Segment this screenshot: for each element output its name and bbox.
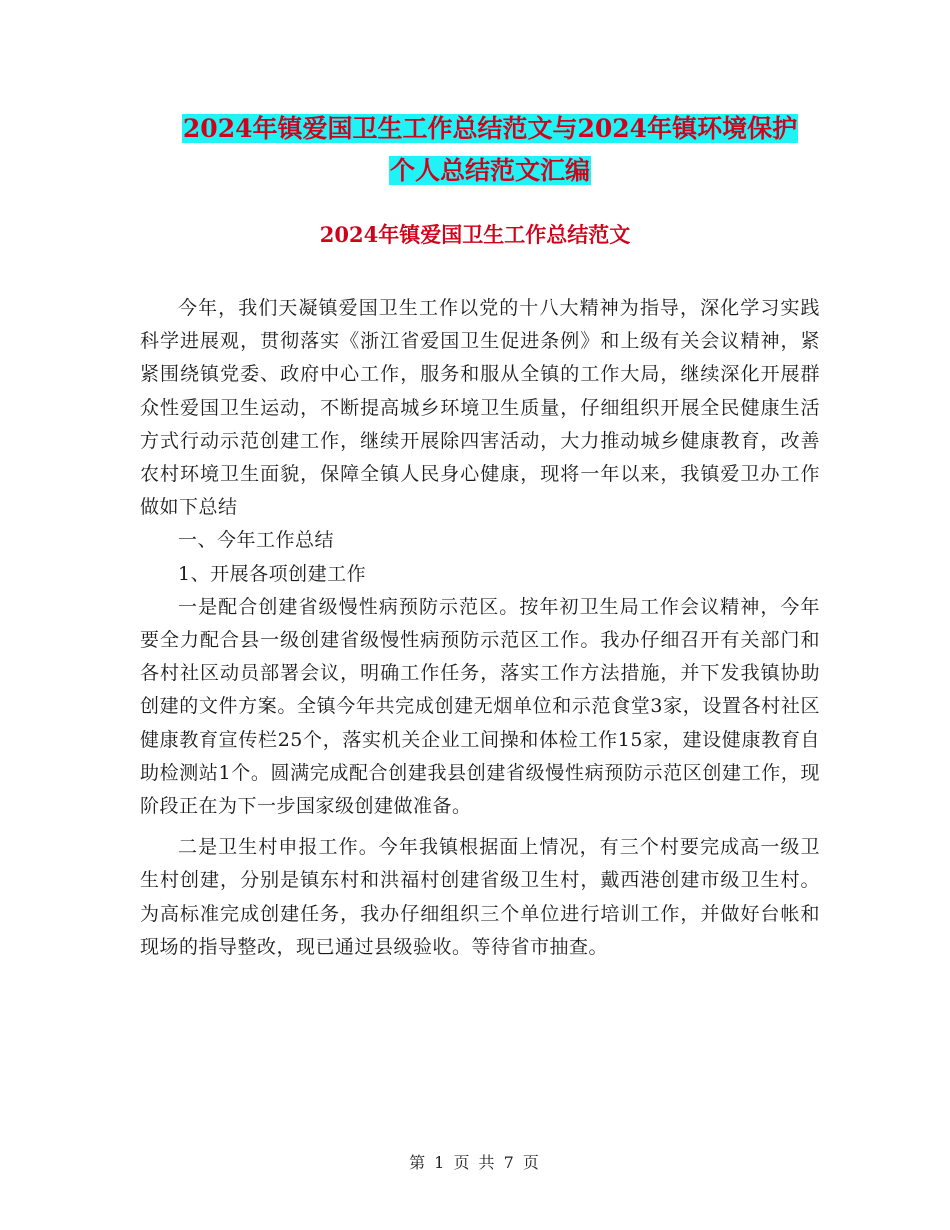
paragraph-heading-1: 一、今年工作总结 — [178, 529, 335, 552]
page-footer: 第 1 页 共 7 页 — [409, 1153, 541, 1172]
title-line-2: 个人总结范文汇编 — [389, 156, 590, 185]
title-line-1: 2024年镇爱国卫生工作总结范文与2024年镇环境保护 — [182, 114, 798, 143]
body-text — [140, 292, 820, 964]
paragraph-intro: 今年，我们天凝镇爱国卫生工作以党的十八大精神为指导，深化学习实践科学进展观，贯彻落实《浙江省爱国卫生促进条例》和上级有关会议精神，紧紧围绕镇党委、政府中心工作，服务和服从全镇的工作大局，继续深化开展群众性爱国卫生运动，不断提高城乡环境卫生质量，仔细组织开展全民健康生活方式行动示范创建工作，继续开展除四害活动，大力推动城乡健康教育，改善农村环境卫生面貌，保障全镇人民身心健康，现将一年以来，我镇爱卫办工作做如下总结 — [140, 297, 820, 519]
document-title — [140, 108, 840, 192]
paragraph-heading-2: 1、开展各项创建工作 — [178, 562, 367, 585]
section-title: 2024年镇爱国卫生工作总结范文 — [319, 222, 631, 247]
paragraph-item-2: 二是卫生村申报工作。今年我镇根据面上情况，有三个村要完成高一级卫生村创建，分别是镇东村和洪福村创建省级卫生村，戴西港创建市级卫生村。为高标准完成创建任务，我办仔细组织三个单位进行培训工作，并做好台帐和现场的指导整改，现已通过县级验收。等待省市抽查。 — [140, 836, 820, 958]
paragraph-item-1: 一是配合创建省级慢性病预防示范区。按年初卫生局工作会议精神，今年要全力配合县一级创建省级慢性病预防示范区工作。我办仔细召开有关部门和各村社区动员部署会议，明确工作任务，落实工作方法措施，并下发我镇协助创建的文件方案。全镇今年共完成创建无烟单位和示范食堂3家，设置各村社区健康教育宣传栏25个，落实机关企业工间操和体检工作15家，建设健康教育自助检测站1个。圆满完成配合创建我县创建省级慢性病预防示范区创建工作，现阶段正在为下一步国家级创建做准备。 — [140, 595, 820, 818]
